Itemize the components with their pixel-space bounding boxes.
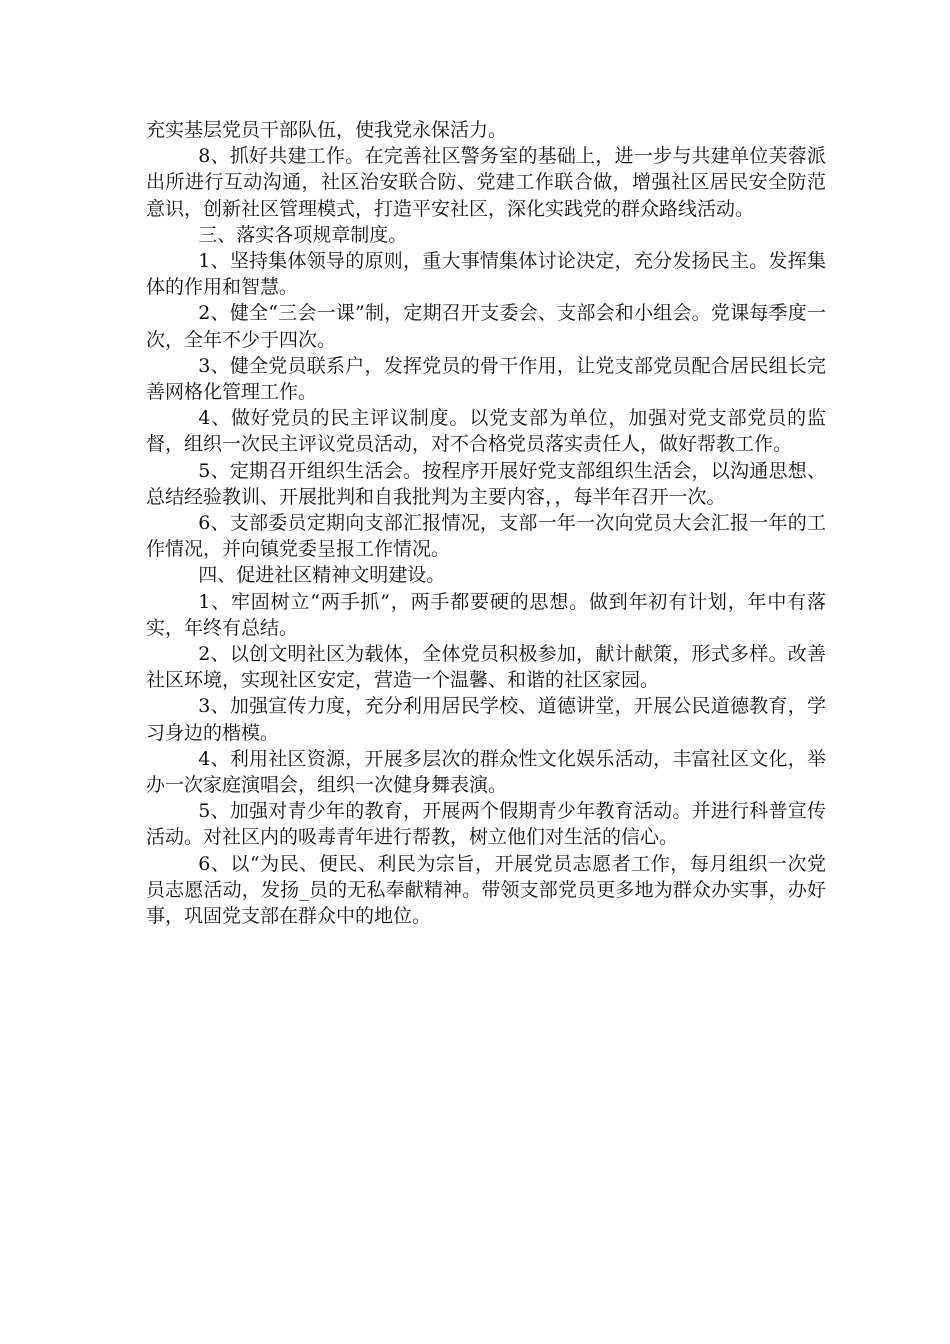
paragraph-rule-1: 1、坚持集体领导的原则，重大事情集体讨论决定，充分发扬民主。发挥集体的作用和智慧。	[146, 250, 826, 299]
paragraph-item-8-joint-building: 8、抓好共建工作。在完善社区警务室的基础上，进一步与共建单位芙蓉派出所进行互动沟通，社区治安联合防、党建工作联合做，增强社区居民安全防范意识，创新社区管理模式，打造平安社区，深化实践党的群众路线活动。	[146, 145, 826, 220]
paragraph-civic-2: 2、以创文明社区为载体，全体党员积极参加，献计献策，形式多样。改善社区环境，实现社区安定，营造一个温馨、和谐的社区家园。	[146, 643, 826, 692]
paragraph-rule-3: 3、健全党员联系户，发挥党员的骨干作用，让党支部党员配合居民组长完善网格化管理工作。	[146, 354, 826, 404]
paragraph-civic-1: 1、牢固树立“两手抓”，两手都要硬的思想。做到年初有计划，年中有落实，年终有总结。	[146, 590, 826, 639]
paragraph-rule-6: 6、支部委员定期向支部汇报情况，支部一年一次向党员大会汇报一年的工作情况，并向镇党委呈报工作情况。	[146, 512, 826, 561]
paragraph-civic-5: 5、加强对青少年的教育，开展两个假期青少年教育活动。并进行科普宣传活动。对社区内的吸毒青年进行帮教，树立他们对生活的信心。	[146, 800, 826, 849]
paragraph-rule-5: 5、定期召开组织生活会。按程序开展好党支部组织生活会，以沟通思想、总结经验教训、开展批判和自我批判为主要内容，，每半年召开一次。	[146, 459, 826, 508]
section-heading-3: 三、落实各项规章制度。	[198, 223, 408, 246]
section-heading-4: 四、促进社区精神文明建设。	[198, 564, 446, 587]
paragraph-rule-4: 4、做好党员的民主评议制度。以党支部为单位，加强对党支部党员的监督，组织一次民主评议党员活动，对不合格党员落实责任人，做好帮教工作。	[146, 407, 826, 456]
paragraph-rule-2: 2、健全“三会一课”制，定期召开支委会、支部会和小组会。党课每季度一次，全年不少于四次。	[146, 302, 826, 351]
paragraph-civic-6: 6、以“为民、便民、利民为宗旨，开展党员志愿者工作，每月组织一次党员志愿活动，发扬_员的无私奉献精神。带领支部党员更多地为群众办实事，办好事，巩固党支部在群众中的地位。	[146, 852, 826, 928]
paragraph-civic-4: 4、利用社区资源，开展多层次的群众性文化娱乐活动，丰富社区文化，举办一次家庭演唱会，组织一次健身舞表演。	[146, 747, 826, 797]
document-body	[146, 117, 826, 929]
paragraph-continuation: 充实基层党员干部队伍，使我党永保活力。	[146, 119, 508, 141]
paragraph-civic-3: 3、加强宣传力度，充分利用居民学校、道德讲堂，开展公民道德教育，学习身边的楷模。	[146, 695, 826, 744]
